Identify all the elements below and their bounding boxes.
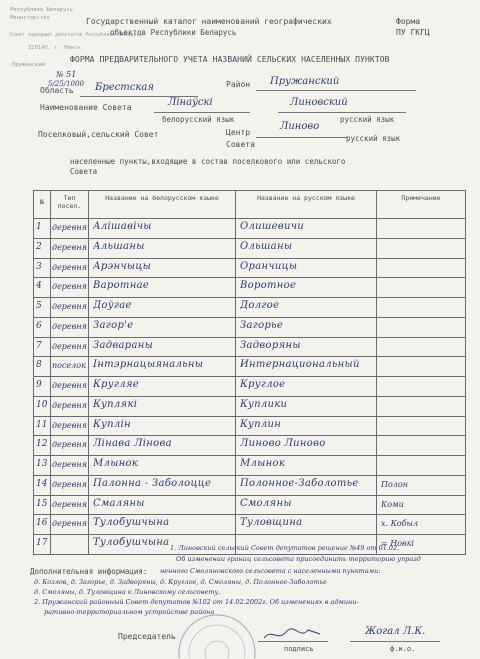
stamp-line-5: Пружанский: [12, 62, 46, 68]
stamp-line-2: Министерство: [10, 15, 50, 21]
row-name-by: Куплякі: [93, 398, 138, 410]
stamp-number-bottom: 5/25/1000: [48, 80, 84, 88]
council-ru-value: Линовский: [290, 97, 348, 108]
row-type: поселок: [52, 361, 86, 371]
council-ru-caption: русский язык: [340, 115, 395, 124]
note-block-1: 1. Линовский сельский Совет депутатов решение №49 от 01.02.: [170, 544, 400, 552]
row-type: деревня: [52, 341, 87, 351]
row-type: деревня: [52, 302, 87, 311]
row-name-ru: Смоляны: [240, 497, 292, 509]
note-block-2: Об изменении границ сельсовета присоединить территорию упразд: [176, 555, 421, 563]
settlement-label: Поселковый,сельский Совет: [38, 130, 159, 139]
row-name-ru: Оранчицы: [240, 260, 298, 272]
table-row: [33, 218, 466, 238]
form-code: ПУ ГКГЦ: [396, 28, 430, 37]
row-name-ru: Задворяны: [240, 339, 301, 351]
row-name-by: Варотнае: [93, 280, 150, 292]
catalog-subtitle: объектов Республики Беларусь: [110, 28, 237, 37]
form-label: Форма: [396, 17, 421, 26]
name-caption: ф.и.о.: [390, 645, 416, 653]
row-type: деревня: [52, 400, 87, 410]
row-name-by: Задвараны: [93, 339, 154, 351]
row-type: деревня: [52, 262, 87, 272]
row-name-by: Арэнчыцы: [93, 260, 152, 272]
table-row: [33, 277, 466, 297]
oblast-label: Область: [40, 86, 74, 95]
row-num: 17: [36, 538, 48, 548]
row-type: деревня: [52, 321, 87, 331]
row-name-by: Кругляе: [93, 379, 140, 390]
row-name-by: Тулобушчына: [93, 517, 170, 529]
table-row: [33, 455, 466, 475]
table-row: [33, 435, 466, 455]
row-num: 12: [36, 439, 48, 450]
info-line-1: ненного Смоляновского сельсовета с населенными пунктами:: [160, 567, 381, 575]
info-line-5: ративно-территориальном устройстве района: [44, 608, 215, 616]
row-num: 16: [36, 518, 48, 529]
row-type: деревня: [52, 460, 87, 469]
row-name-ru: Линово Линово: [240, 438, 326, 450]
row-type: деревня: [52, 440, 87, 450]
row-name-by: Інтэрнацыянальны: [93, 359, 204, 371]
row-name-by: Альшаны: [93, 240, 145, 252]
row-note: = Новкі: [381, 539, 415, 548]
row-type: деревня: [52, 420, 87, 430]
row-name-by: Доўгае: [93, 300, 132, 311]
signature-mark: [262, 624, 322, 644]
row-num: 15: [36, 498, 48, 509]
council-by-value: Лінаўскі: [168, 97, 213, 108]
info-line-4: 2. Пружанский районный Совет депутатов №102 от 14.02.2002г. Об изменениях в админи-: [34, 598, 359, 606]
table-row: [33, 258, 466, 278]
header-num: №: [40, 198, 44, 206]
row-num: 1: [36, 222, 42, 232]
name-value: Жогал Л.К.: [365, 626, 426, 637]
row-name-ru: Полонное-Заболотье: [240, 477, 359, 489]
table-row: [33, 317, 466, 337]
row-name-by: Палонна - Заболоцце: [93, 477, 212, 489]
row-num: 10: [36, 399, 48, 410]
row-name-by: Лінава Лінова: [93, 438, 172, 450]
table-row: [33, 514, 466, 534]
round-seal: [172, 608, 262, 658]
row-name-ru: Интернациональный: [240, 359, 360, 371]
table-row: [33, 337, 466, 357]
oblast-value: Брестская: [95, 82, 154, 93]
row-type: деревня: [52, 479, 87, 489]
row-note: Коми: [381, 499, 404, 509]
table-row: [33, 495, 466, 515]
table-row: [33, 475, 466, 495]
row-type: деревня: [52, 381, 87, 390]
row-name-ru: Куплики: [240, 398, 288, 410]
row-name-ru: Ольшаны: [240, 240, 293, 252]
row-name-ru: Туловщина: [240, 517, 303, 529]
header-type: Тип посел.: [57, 194, 82, 210]
row-name-ru: Млынок: [240, 458, 286, 469]
stamp-number-top: № 51: [56, 70, 77, 79]
row-num: 8: [36, 360, 42, 371]
form-title: ФОРМА ПРЕДВАРИТЕЛЬНОГО УЧЕТА НАЗВАНИЙ СЕЛЬСКИХ НАСЕЛЕННЫХ ПУНКТОВ: [70, 55, 390, 64]
row-num: 6: [36, 320, 42, 331]
row-type: деревня: [52, 223, 87, 232]
row-name-ru: Воротное: [240, 280, 297, 292]
row-type: деревня: [52, 519, 87, 529]
row-num: 2: [36, 241, 42, 252]
row-num: 5: [36, 301, 42, 311]
row-name-by: Тулобушчына: [93, 537, 170, 548]
council-label: Наименование Совета: [40, 103, 132, 112]
table-row: [33, 396, 466, 416]
row-num: 9: [36, 380, 42, 390]
header-by: Название на белорусском языке: [105, 194, 219, 202]
row-type: деревня: [52, 282, 87, 292]
table-row: [33, 297, 466, 317]
row-name-by: Млынок: [93, 458, 139, 469]
list-title-2: Совета: [70, 167, 98, 176]
center-sub: Совета: [226, 140, 255, 149]
info-line-2: д. Козлов, д. Загорье, д. Задворяны, д. Круглое, д. Смоляны, д. Полонное-Заболотье: [34, 578, 327, 586]
table-row: [33, 376, 466, 396]
row-name-by: Смаляны: [93, 497, 145, 509]
table-row: [33, 416, 466, 436]
row-num: 7: [36, 340, 42, 351]
header-ru: Название на русском языке: [257, 194, 355, 202]
stamp-line-1: Республика Беларусь: [10, 7, 73, 13]
center-caption: русский язык: [346, 134, 401, 143]
stamp-line-4: 220140, г. Минск: [28, 45, 81, 51]
raion-label: Район: [226, 80, 251, 89]
row-num: 14: [36, 478, 48, 489]
raion-value: Пружанский: [270, 76, 340, 87]
council-by-caption: белорусский язык: [162, 115, 235, 124]
header-note: Примечание: [401, 194, 441, 202]
info-line-3: д. Смоляны, д. Туловщина к Линовскому сельсовету.: [34, 588, 221, 596]
signature-caption: подпись: [284, 645, 314, 653]
row-num: 13: [36, 459, 48, 469]
row-note: Полон: [381, 479, 408, 489]
center-value: Линово: [280, 121, 320, 132]
row-name-by: Алішавічы: [93, 221, 152, 232]
row-name-ru: Загорье: [240, 319, 284, 331]
row-name-by: Куплін: [93, 418, 131, 430]
center-label: Центр: [226, 128, 251, 137]
info-label: Дополнительная информация:: [30, 567, 148, 576]
row-num: 3: [36, 261, 42, 272]
row-name-by: Загор'е: [93, 319, 134, 331]
row-type: деревня: [52, 499, 87, 509]
chair-label: Председатель: [118, 632, 176, 641]
row-type: деревня: [52, 242, 87, 252]
settlements-table: [33, 190, 466, 554]
row-name-ru: Долгое: [240, 300, 280, 311]
row-name-ru: Круглое: [240, 379, 286, 390]
row-name-ru: Куплин: [240, 418, 282, 430]
row-note: х. Кобыл: [381, 519, 419, 529]
stamp-line-3: Совет народных депутатов Республики Беларусь: [10, 32, 143, 38]
catalog-title: Государственный каталог наименований географических: [86, 17, 332, 26]
table-row: [33, 238, 466, 258]
table-row: [33, 356, 466, 376]
row-num: 4: [36, 281, 42, 292]
list-title-1: населенные пункты,входящие в состав поселкового или сельского: [70, 157, 346, 166]
row-num: 11: [36, 419, 48, 430]
row-name-ru: Олишевичи: [240, 221, 305, 232]
